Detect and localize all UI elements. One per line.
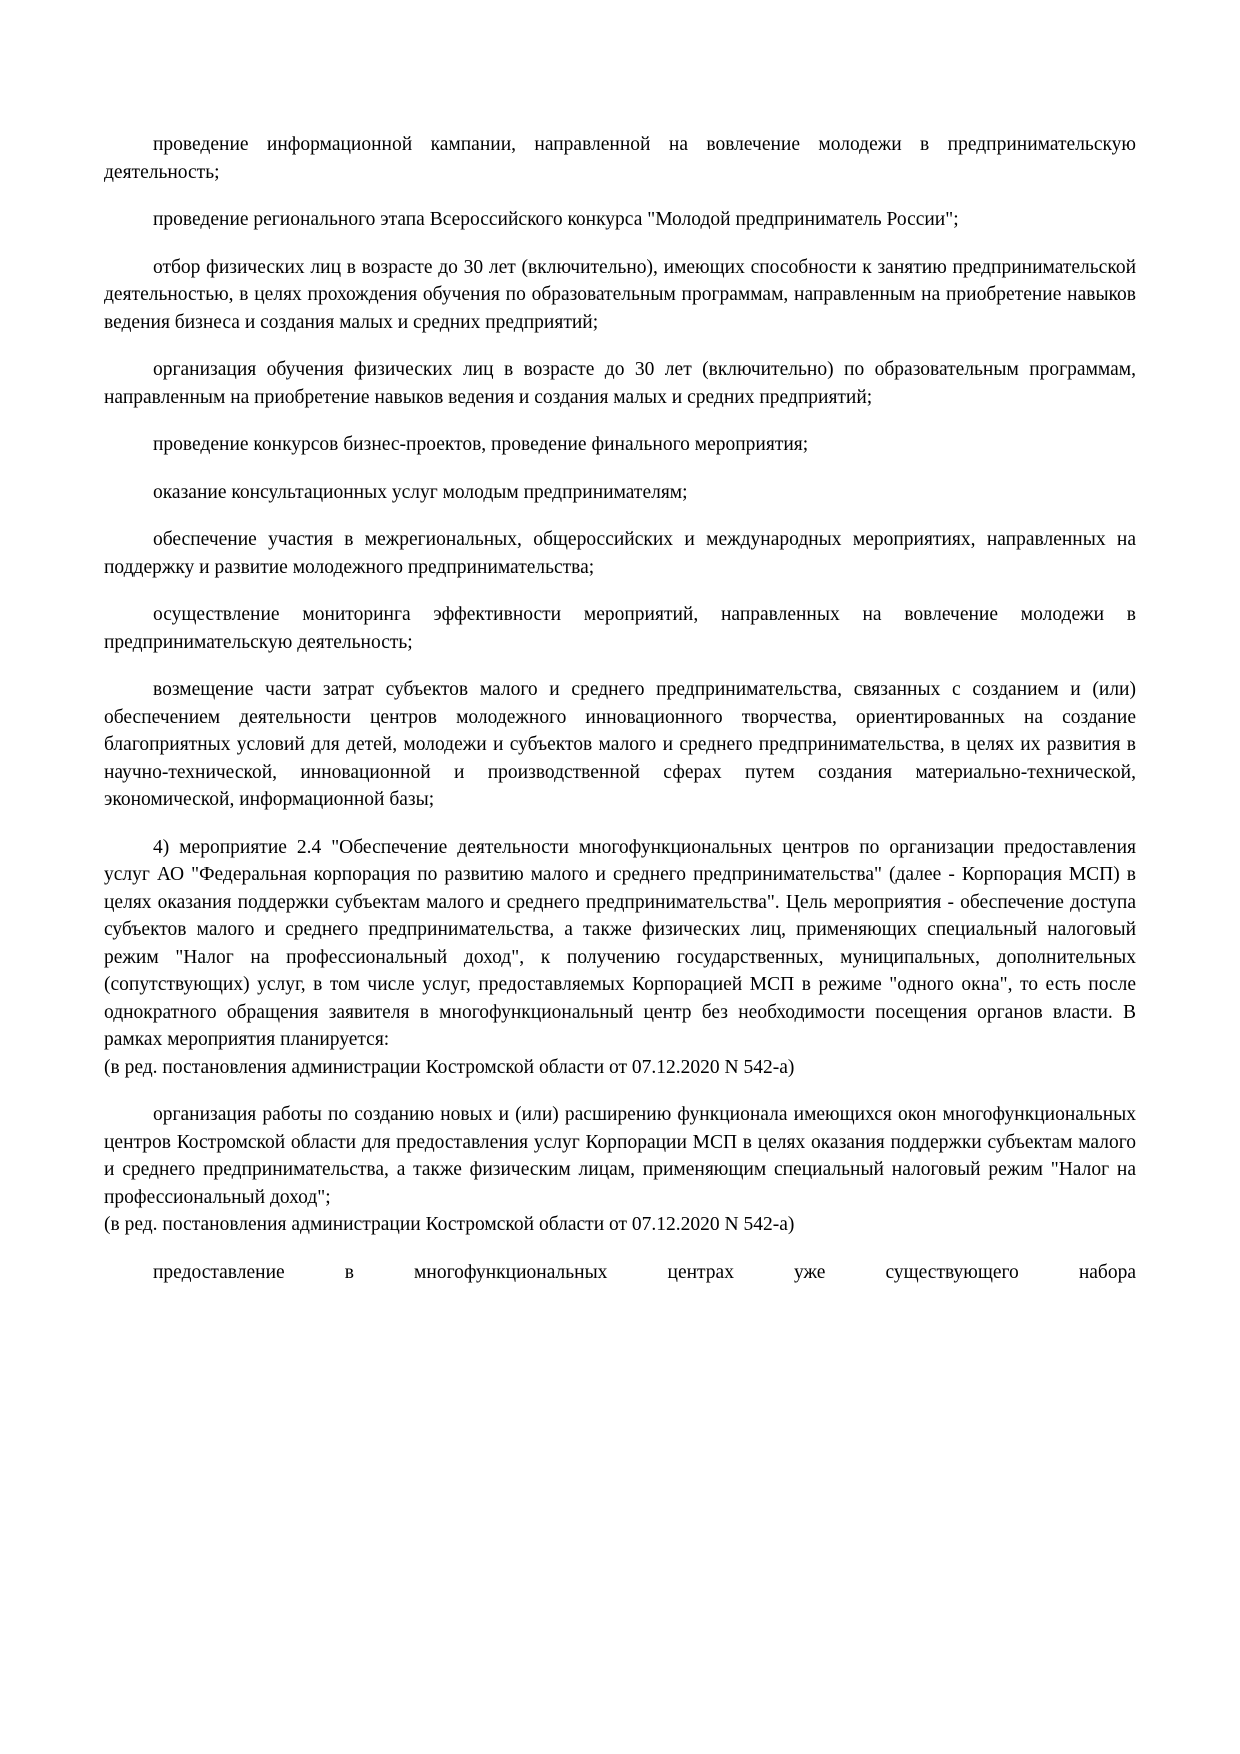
- paragraph: 4) мероприятие 2.4 "Обеспечение деятельности многофункциональных центров по организации предоставления услуг АО "Федеральная корпорация по развитию малого и среднего предпринимательства" (далее - Корпорация МСП) в целях оказания поддержки субъектам малого и среднего предпринимательства". Цель мероприятия - обеспечение доступа субъектов малого и среднего предпринимательства, а также физических лиц, применяющих специальный налоговый режим "Налог на профессиональный доход", к получению государственных, муниципальных, дополнительных (сопутствующих) услуг, в том числе услуг, предоставляемых Корпорацией МСП в режиме "одного окна", то есть после однократного обращения заявителя в многофункциональный центр без необходимости посещения органов власти. В рамках мероприятия планируется:: [104, 836, 1136, 1050]
- paragraph: возмещение части затрат субъектов малого и среднего предпринимательства, связанных с созданием и (или) обеспечением деятельности центров молодежного инновационного творчества, ориентированных на создание благоприятных условий для детей, молодежи и субъектов малого и среднего предпринимательства, в целях их развития в научно-технической, инновационной и производственной сферах путем создания материально-технической, экономической, информационной базы;: [104, 679, 1136, 810]
- paragraph: оказание консультационных услуг молодым предпринимателям;: [153, 481, 688, 503]
- paragraph: отбор физических лиц в возрасте до 30 лет (включительно), имеющих способности к занятию предпринимательской деятельностью, в целях прохождения обучения по образовательным программам, направленным на приобретение навыков ведения бизнеса и создания малых и средних предприятий;: [104, 256, 1136, 333]
- paragraph: проведение регионального этапа Всероссийского конкурса "Молодой предприниматель России";: [153, 209, 959, 230]
- paragraph: организация обучения физических лиц в возрасте до 30 лет (включительно) по образовательным программам, направленным на приобретение навыков ведения и создания малых и средних предприятий;: [104, 359, 1136, 408]
- edition-note: (в ред. постановления администрации Костромской области от 07.12.2020 N 542-а): [104, 1214, 795, 1235]
- paragraph: проведение информационной кампании, направленной на вовлечение молодежи в предпринимательскую деятельность;: [104, 134, 1136, 183]
- paragraph: осуществление мониторинга эффективности мероприятий, направленных на вовлечение молодежи в предпринимательскую деятельность;: [104, 604, 1136, 653]
- paragraph: проведение конкурсов бизнес-проектов, проведение финального мероприятия;: [153, 434, 809, 455]
- edition-note: (в ред. постановления администрации Костромской области от 07.12.2020 N 542-а): [104, 1056, 795, 1078]
- paragraph: предоставление в многофункциональных центрах уже существующего набора: [153, 1261, 1136, 1283]
- paragraph: организация работы по созданию новых и (или) расширению функционала имеющихся окон многофункциональных центров Костромской области для предоставления услуг Корпорации МСП в целях оказания поддержки субъектам малого и среднего предпринимательства, а также физическим лицам, применяющим специальный налоговый режим "Налог на профессиональный доход";: [104, 1104, 1136, 1208]
- paragraph: обеспечение участия в межрегиональных, общероссийских и международных мероприятиях, направленных на поддержку и развитие молодежного предпринимательства;: [104, 529, 1136, 578]
